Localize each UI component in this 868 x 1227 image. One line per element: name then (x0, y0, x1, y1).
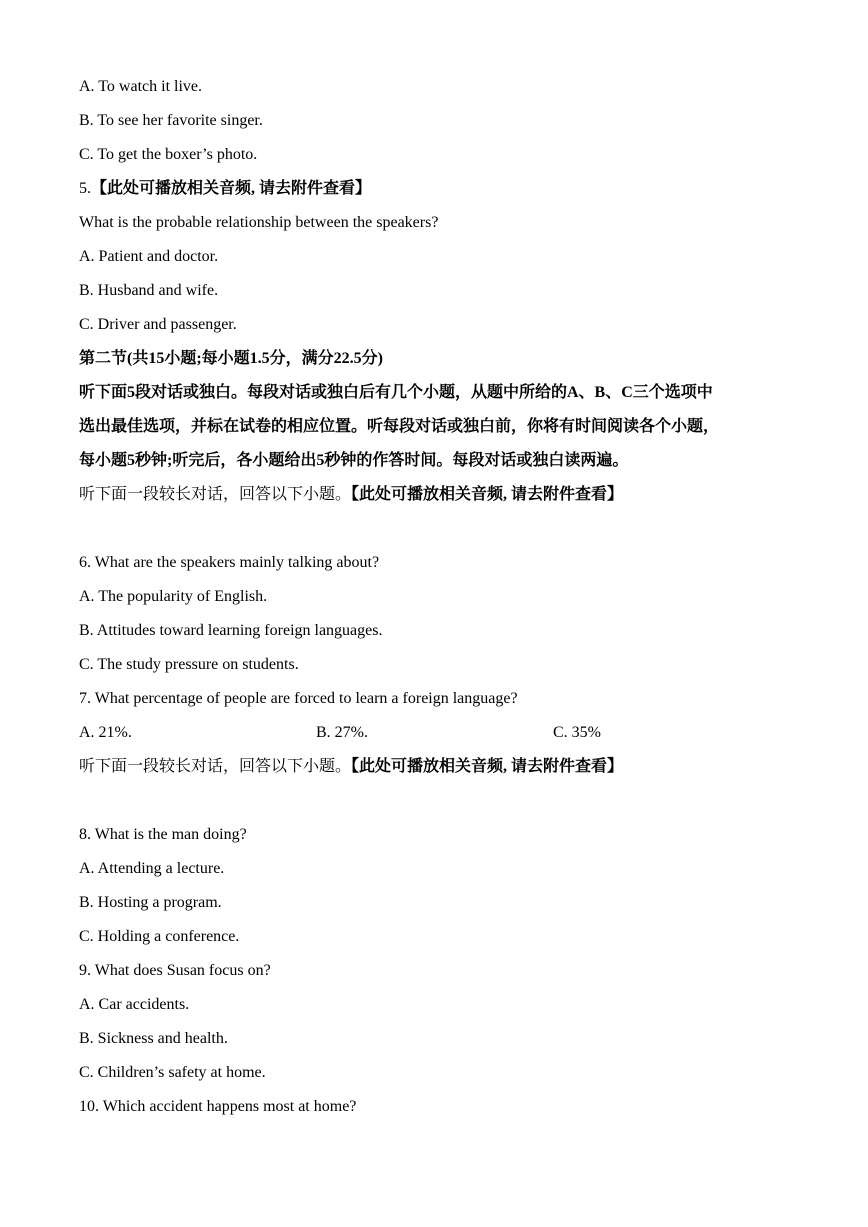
q5-option-b: B. Husband and wife. (79, 282, 219, 299)
q7-options-row (79, 716, 799, 750)
q8-question: 8. What is the man doing? (79, 826, 247, 843)
dialogue1-intro: 听下面一段较长对话，回答以下小题。 (79, 486, 352, 503)
q7-option-a: A. 21%. (79, 724, 132, 741)
dialogue1-audio-note[interactable]: 【此处可播放相关音频, 请去附件查看】 (351, 486, 624, 503)
dialogue2-audio-note[interactable]: 【此处可播放相关音频, 请去附件查看】 (351, 758, 624, 775)
q4-option-c: C. To get the boxer’s photo. (79, 146, 258, 163)
q7-option-c: C. 35% (553, 724, 601, 741)
q6-option-c: C. The study pressure on students. (79, 656, 299, 673)
blank-line (79, 512, 799, 546)
q6-question: 6. What are the speakers mainly talking about? (79, 554, 380, 571)
q5-header (79, 172, 799, 206)
q8-option-c: C. Holding a conference. (79, 928, 240, 945)
q8-option-b: B. Hosting a program. (79, 894, 222, 911)
q5-option-a: A. Patient and doctor. (79, 248, 219, 265)
section2-heading: 第二节(共15小题;每小题1.5分，满分22.5分) (79, 350, 383, 367)
q5-audio-note[interactable]: 【此处可播放相关音频, 请去附件查看】 (91, 180, 372, 197)
q4-option-a: A. To watch it live. (79, 78, 203, 95)
q9-option-c: C. Children’s safety at home. (79, 1064, 266, 1081)
q8-option-a: A. Attending a lecture. (79, 860, 225, 877)
q6-option-b: B. Attitudes toward learning foreign languages. (79, 622, 383, 639)
dialogue2-intro: 听下面一段较长对话，回答以下小题。 (79, 758, 352, 775)
q7-option-b: B. 27%. (316, 724, 368, 741)
dialogue1-intro-line (79, 478, 799, 512)
q9-option-a: A. Car accidents. (79, 996, 190, 1013)
q10-question: 10. Which accident happens most at home? (79, 1098, 357, 1115)
q7-question: 7. What percentage of people are forced to learn a foreign language? (79, 690, 518, 707)
dialogue2-intro-line (79, 750, 799, 784)
q5-option-c: C. Driver and passenger. (79, 316, 237, 333)
q6-option-a: A. The popularity of English. (79, 588, 268, 605)
blank-line (79, 784, 799, 818)
section2-instruction-line-3: 每小题5秒钟;听完后，各小题给出5秒钟的作答时间。每段对话或独白读两遍。 (79, 452, 629, 469)
section2-instruction-line-1: 听下面5段对话或独白。每段对话或独白后有几个小题，从题中所给的A、B、C三个选项中 (79, 384, 713, 401)
q4-option-b: B. To see her favorite singer. (79, 112, 263, 129)
q9-question: 9. What does Susan focus on? (79, 962, 271, 979)
q5-question: What is the probable relationship between the speakers? (79, 214, 439, 231)
section2-instruction-line-2: 选出最佳选项，并标在试卷的相应位置。听每段对话或独白前，你将有时间阅读各个小题， (79, 418, 720, 435)
q9-option-b: B. Sickness and health. (79, 1030, 228, 1047)
document-page (79, 70, 799, 1124)
q5-number: 5. (79, 180, 91, 197)
